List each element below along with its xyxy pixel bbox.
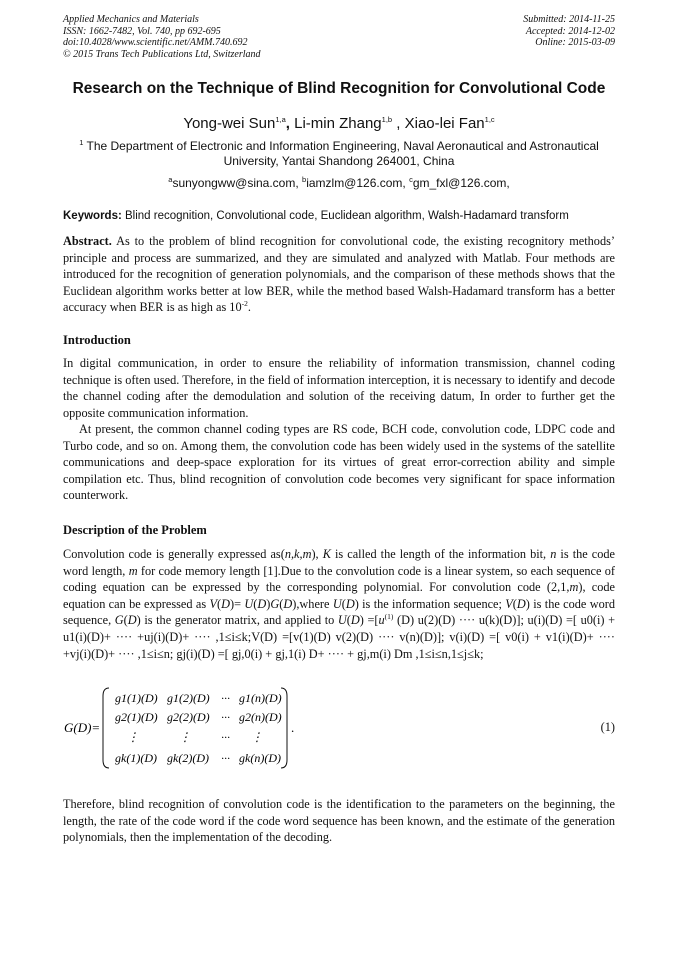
matrix-cell: g1(n)(D) bbox=[239, 691, 282, 705]
abstract-end: . bbox=[247, 300, 251, 315]
journal-header bbox=[63, 14, 261, 60]
author-affil-mark: 1,a bbox=[275, 115, 286, 124]
matrix-cell: ··· bbox=[221, 710, 230, 724]
affiliation-line: University, Yantai Shandong 264001, China bbox=[223, 154, 455, 168]
right-paren bbox=[281, 688, 287, 768]
affiliation-line: The Department of Electronic and Information Engineering, Naval Aeronautical and Astronautical bbox=[86, 139, 599, 153]
matrix-cell: ··· bbox=[221, 730, 230, 744]
abstract-label: Abstract. bbox=[63, 234, 112, 248]
accepted-date: Accepted: 2014-12-02 bbox=[525, 25, 615, 37]
email-list bbox=[63, 176, 615, 190]
author-name: Yong-wei Sun bbox=[183, 115, 276, 132]
submitted-date: Submitted: 2014-11-25 bbox=[523, 14, 615, 25]
abstract-exponent: -2 bbox=[241, 299, 248, 309]
email-link[interactable]: sunyongww@sina.com, bbox=[172, 176, 299, 190]
author-name: Xiao-lei Fan bbox=[404, 115, 485, 132]
matrix-cell: g1(1)(D) bbox=[115, 691, 158, 705]
matrix-cell: g2(1)(D) bbox=[115, 710, 158, 724]
abstract bbox=[63, 233, 615, 316]
intro-paragraph-2: At present, the common channel coding types are RS code, BCH code, convolution code, LDPC code and Turbo code, and so on. Among them, the convolution code has been widely used in the systems of the satellite communications and deep-space exploration for its virtues of great error-correction ability and simple compilation etc. Thus, blind recognition of convolution code becomes very significant for space information counterwork. bbox=[63, 422, 615, 503]
email-mark: b bbox=[302, 175, 307, 184]
email-mark: a bbox=[168, 175, 173, 184]
matrix-cell: ⋮ bbox=[251, 730, 263, 744]
email-link[interactable]: gm_fxl@126.com, bbox=[412, 176, 510, 190]
paper-title: Research on the Technique of Blind Recognition for Convolutional Code bbox=[72, 80, 606, 97]
online-date: Online: 2015-03-09 bbox=[535, 37, 615, 48]
problem-formula-tail: (D) u(2)(D) ···· u(k)(D)]; u(i)(D) =[ u0(i) + u1(i)(D)+ ···· +uj(i)(D)+ ···· ,1≤i≤k;V(D) =[v(1)(D) v(2)(D) ···· v(n)(D)]; v(i)(D) =[ v0(i) + v1(i)(D)+ ···· +vj(i)(D)+ ···· ,1≤i≤n; gj(i)(D) =[ gj,0(i) + gj,1(i) D+ ···· + gj,m(i) Dm ,1≤i≤n,1≤j≤k; bbox=[63, 613, 616, 661]
author-affil-mark: 1,c bbox=[484, 115, 495, 124]
author-list: Yong-wei Sun$^{1,a}$, Li-min Zhang$^{1,b}$ , Xiao-lei Fan$^{1,c}$ bbox=[183, 115, 495, 132]
equation-lhs: G(D)= bbox=[64, 720, 101, 735]
matrix-cell: gk(2)(D) bbox=[167, 751, 209, 765]
problem-paragraph-2: Therefore, blind recognition of convolution code is the identification to the parameters on the beginning, the length, the rate of the code word if the code word sequence has been known, and the estimate of the generation polynomials, then the implementation of the decoding. bbox=[63, 797, 615, 845]
keywords-text: Blind recognition, Convolutional code, Euclidean algorithm, Walsh-Hadamard transform bbox=[125, 210, 569, 222]
journal-name: Applied Mechanics and Materials bbox=[63, 14, 199, 25]
problem-paragraph-1: Convolution code is generally expressed as(n,k,m), K is called the length of the information bit, n is the code word length, m for code memory length [1].Due to the convolution code is a linear system, so each sequence of coding equation can be expressed by the corresponding polynomial. For convolution code (2,1,m), code equation can be expressed as V(D)= U(D)G(D),where U(D) is the information sequence; V(D) is the code word sequence, G(D) is the generator matrix, and applied to $U(D) =[u^{(1)}$ (D) u(2)(D) ···· u(k)(D)]; u(i)(D) =[ u0(i) + u1(i)(D)+ ···· +uj(i)(D)+ ···· ,1≤i≤k;V(D) =[v(1)(D) v(2)(D) ···· v(n)(D)]; v(i)(D) =[ v0(i) + v1(i)(D)+ ···· +vj(i)(D)+ ···· ,1≤i≤n; gj(i)(D) =[ gj,0(i) + gj,1(i) D+ ···· + gj,m(i) Dm ,1≤i≤n,1≤j≤k; bbox=[63, 547, 616, 661]
email-link[interactable]: iamzlm@126.com, bbox=[306, 176, 406, 190]
email-mark: c bbox=[409, 175, 413, 184]
intro-paragraph-1: In digital communication, in order to ensure the reliability of information transmission, channel coding technique is often used. Therefore, in the field of information interception, it is necessary to identify and decode the channel coding after the demodulation and solution of the receiving datum, In order to further get the opposite communication information. bbox=[63, 356, 615, 420]
dates-header bbox=[523, 14, 615, 49]
matrix-cell: g2(n)(D) bbox=[239, 710, 282, 724]
equation-number: (1) bbox=[600, 720, 615, 734]
matrix-cell: ⋮ bbox=[179, 730, 191, 744]
section-heading-introduction: Introduction bbox=[63, 333, 131, 347]
section-heading-problem: Description of the Problem bbox=[63, 523, 207, 537]
generator-matrix-equation bbox=[63, 684, 615, 772]
author-affil-mark: 1,b bbox=[381, 115, 393, 124]
journal-copyright: © 2015 Trans Tech Publications Ltd, Switzerland bbox=[63, 48, 261, 60]
matrix-cell: g2(2)(D) bbox=[167, 710, 210, 724]
matrix-cell: ··· bbox=[221, 751, 230, 765]
journal-issn: ISSN: 1662-7482, Vol. 740, pp 692-695 bbox=[63, 25, 221, 37]
journal-doi[interactable]: doi:10.4028/www.scientific.net/AMM.740.692 bbox=[63, 37, 248, 48]
matrix-cell: ⋮ bbox=[127, 730, 139, 744]
affiliation-mark: 1 bbox=[79, 138, 84, 147]
equation-period: . bbox=[291, 720, 295, 735]
matrix-cell: g1(2)(D) bbox=[167, 691, 210, 705]
abstract-text: As to the problem of blind recognition for convolutional code, the existing recognitory methods’ principle and process are summarized, and they are simulated and analyzed with Matlab. Four methods are introduced for the recognition of generation polynomials, and the comparison of these methods shows that the Euclidean algorithm works better at low BER, while the method based Walsh-Hadamard transform has a better accuracy when BER is as high as 10 bbox=[63, 234, 615, 315]
affiliation bbox=[63, 139, 615, 169]
matrix-cell: ··· bbox=[221, 691, 230, 705]
left-paren bbox=[103, 688, 109, 768]
keywords bbox=[63, 210, 615, 222]
matrix-cell: gk(1)(D) bbox=[115, 751, 157, 765]
keywords-label: Keywords: bbox=[63, 210, 122, 222]
author-name: Li-min Zhang bbox=[294, 115, 382, 132]
matrix-cell: gk(n)(D) bbox=[239, 751, 281, 765]
